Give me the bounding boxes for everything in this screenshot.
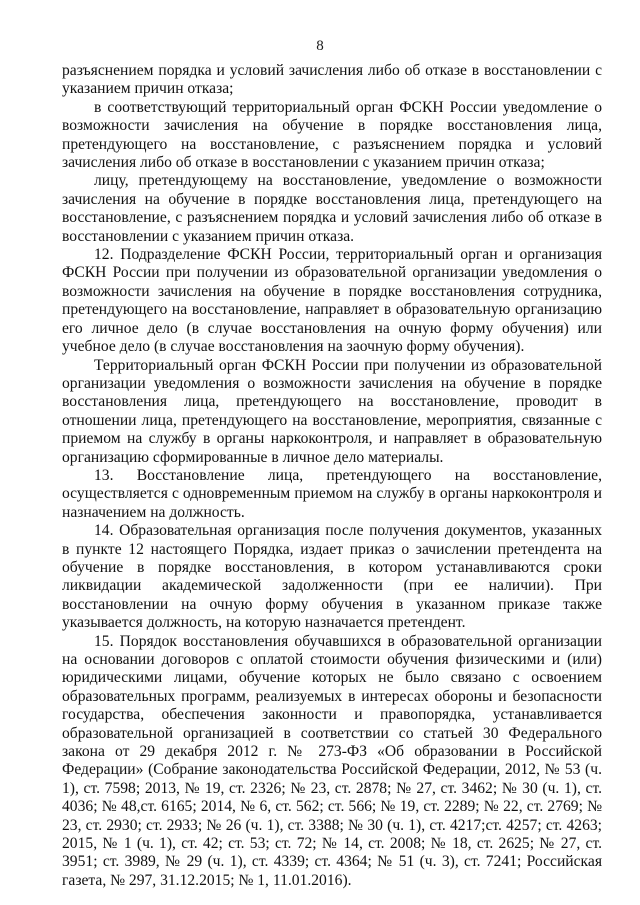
page-number: 8	[316, 38, 324, 54]
paragraph-item-15: 15. Порядок восстановления обучавшихся в образовательной организации на основании договоров с оплатой стоимости обучения физическими и (или) юридическими лицами, обучение которых не было связано с освоением образовательных программ, реализуемых в интересах обороны и безопасности государства, обеспечения законности и правопорядка, устанавливается образовательной организацией в соответствии со статьей 30 Федерального закона от 29 декабря 2012 г. № 273-ФЗ «Об образовании в Российской Федерации» (Собрание законодательства Российской Федерации, 2012, № 53 (ч. 1), ст. 7598; 2013, № 19, ст. 2326; № 23, ст. 2878; № 27, ст. 3462; № 30 (ч. 1), ст. 4036; № 48,ст. 6165; 2014, № 6, ст. 562; ст. 566; № 19, ст. 2289; № 22, ст. 2769; № 23, ст. 2930; ст. 2933; № 26 (ч. 1), ст. 3388; № 30 (ч. 1), ст. 4217;ст. 4257; ст. 4263; 2015, № 1 (ч. 1), ст. 42; ст. 53; ст. 72; № 14, ст. 2008; № 18, ст. 2625; № 27, ст. 3951; ст. 3989, № 29 (ч. 1), ст. 4339; ст. 4364; № 51 (ч. 3), ст. 7241; Российская газета, № 297, 31.12.2015; № 1, 11.01.2016).	[62, 632, 602, 889]
paragraph-notice-applicant: лицу, претендующему на восстановление, уведомление о возможности зачисления на обучение в порядке восстановления лица, претендующего на восстановление, с разъяснением порядка и условий зачисления либо об отказе в восстановлении с указанием причин отказа.	[62, 172, 602, 245]
paragraph-item-13: 13. Восстановление лица, претендующего на восстановление, осуществляется с одновременным приемом на службу в органы наркоконтроля и назначением на должность.	[62, 466, 602, 521]
paragraph-continuation: разъяснением порядка и условий зачисления либо об отказе в восстановлении с указанием причин отказа;	[62, 62, 602, 98]
paragraph-notice-territorial-organ: в соответствующий территориальный орган ФСКН России уведомление о возможности зачисления на обучение в порядке восстановления лица, претендующего на восстановление, с разъяснением порядка и условий зачисления либо об отказе в восстановлении с указанием причин отказа;	[62, 98, 602, 172]
paragraph-item-14: 14. Образовательная организация после получения документов, указанных в пункте 12 настоящего Порядка, издает приказ о зачислении претендента на обучение в порядке восстановления, в котором устанавливаются сроки ликвидации академической задолженности (при ее наличии). При восстановлении на очную форму обучения в указанном приказе также указывается должность, на которую назначается претендент.	[62, 522, 602, 632]
paragraph-item-12: 12. Подразделение ФСКН России, территориальный орган и организация ФСКН России при получении из образовательной организации уведомления о возможности зачисления на обучение в порядке восстановления сотрудника, претендующего на восстановление, направляет в образовательную организацию его личное дело (в случае восстановления на очную форму обучения) или учебное дело (в случае восстановления на заочную форму обучения).	[62, 246, 602, 356]
paragraph-territorial-organ-actions: Территориальный орган ФСКН России при получении из образовательной организации уведомления о возможности зачисления на обучение в порядке восстановления лица, претендующего на восстановление, проводит в отношении лица, претендующего на восстановление, мероприятия, связанные с приемом на службу в органы наркоконтроля, и направляет в образовательную организацию сформированные в личное дело материалы.	[62, 356, 602, 466]
document-body	[62, 62, 602, 890]
